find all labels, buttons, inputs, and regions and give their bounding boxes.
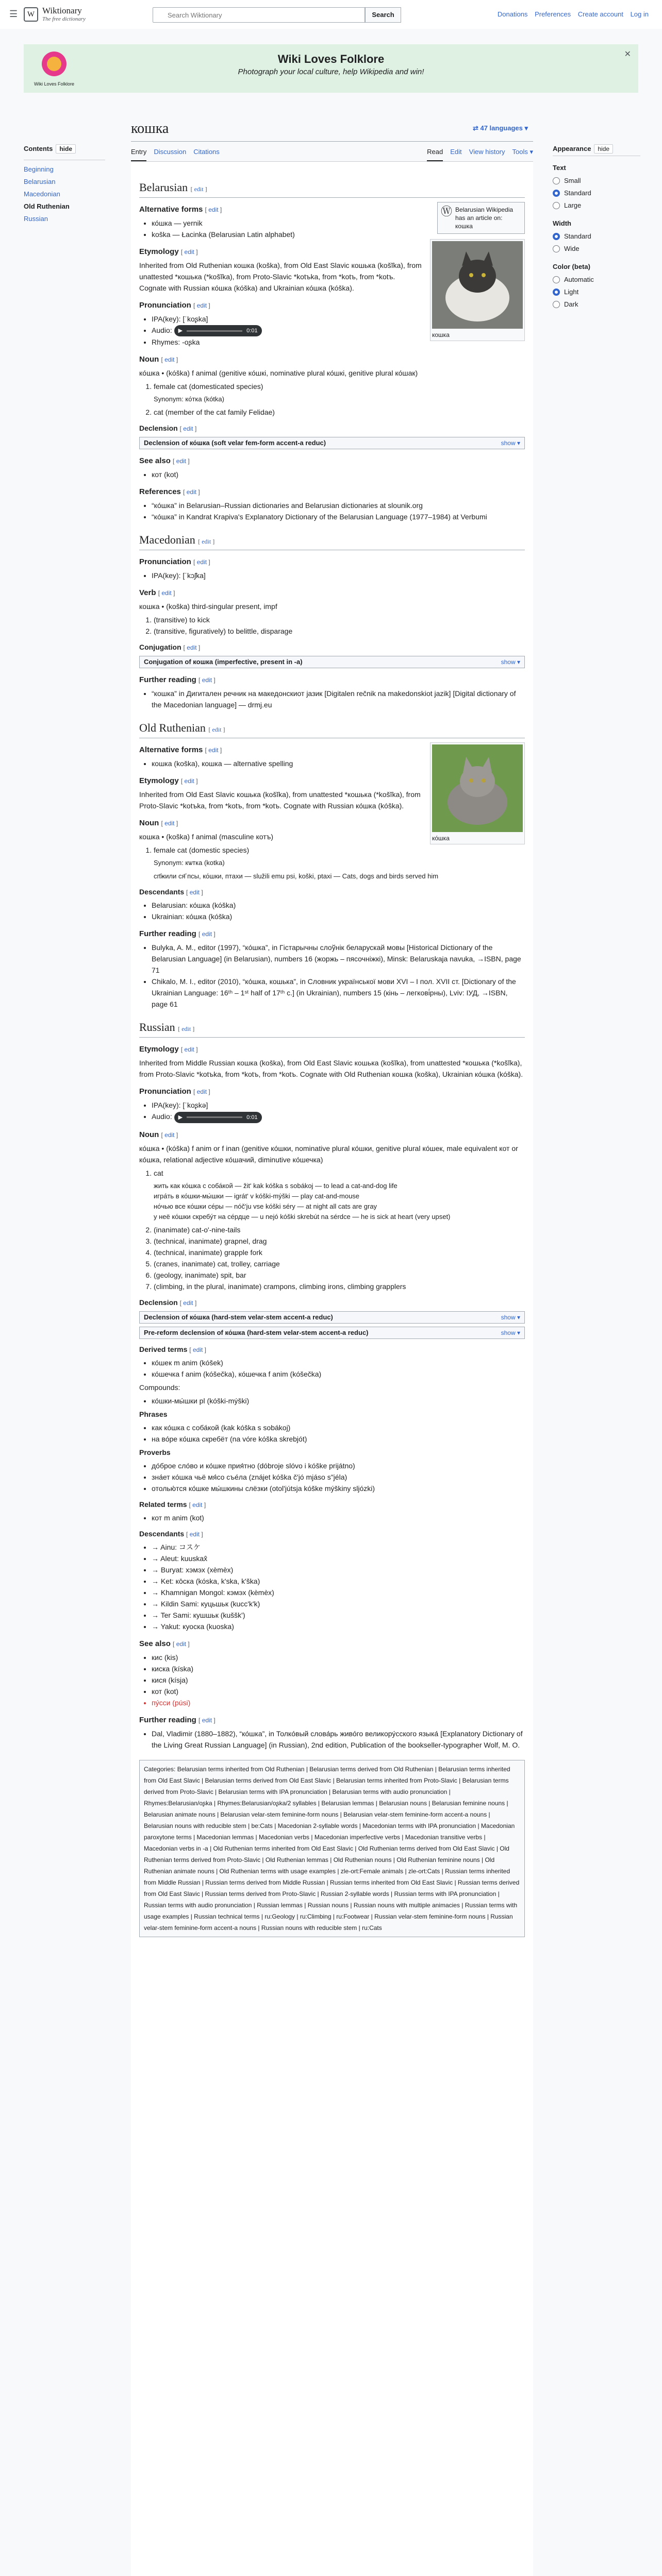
headword-line: кошка • (koška) third-singular present, impf xyxy=(139,602,277,611)
list-item: • зна́ет ко́шка чьё мя́со съе́ла (znájet kóška čʹjó mjáso sʺjéla) xyxy=(152,1471,525,1483)
play-icon[interactable]: ▶ xyxy=(178,1114,183,1121)
heading-noun: Noun [ edit ] xyxy=(139,1130,178,1139)
heading-declension: Declension [ edit ] xyxy=(139,1298,197,1307)
heading-see-also: See also [ edit ] xyxy=(139,1639,190,1648)
wikipedia-box[interactable]: Ⓦ Belarusian Wikipedia has an article on: кошка xyxy=(437,202,525,234)
banner-title: Wiki Loves Folklore xyxy=(277,53,385,65)
list-item: • → Yakut: куоска (kuoska) xyxy=(152,1621,525,1632)
create-account-link[interactable]: Create account xyxy=(577,10,623,18)
color-label: Color (beta) xyxy=(553,263,590,270)
audio-row: • Audio: ▶ 0:01 xyxy=(152,1111,525,1123)
reference: • Dal, Vladimir (1880–1882), “ко́шка”, in Толко́вый слова́рь живо́го великору́сского языка́ [Explanatory Dictionary of the Living Great Russian Language] (in Russian), 2nd edition, Publication of the bookseller-typographer Wolf, M. O. xyxy=(152,1728,525,1751)
tab-read[interactable]: Read xyxy=(427,144,443,161)
heading-further-reading: Further reading [ edit ] xyxy=(139,675,216,685)
heading-pronunciation: Pronunciation [ edit ] xyxy=(139,1087,210,1096)
tab-citations[interactable]: Citations xyxy=(193,148,220,156)
toc-hide-button[interactable]: hide xyxy=(56,144,76,154)
appearance-heading: Appearance xyxy=(553,145,591,152)
heading-further-reading: Further reading [ edit ] xyxy=(139,1715,216,1724)
heading-etymology: Etymology [ edit ] xyxy=(139,247,198,256)
width-label: Width xyxy=(553,219,571,227)
text-standard-option[interactable]: Standard xyxy=(553,187,640,199)
tab-discussion[interactable]: Discussion xyxy=(154,148,187,156)
sense: 2. (transitive, figuratively) to belittle, disparage xyxy=(154,625,525,637)
reference: • “ко́шка” in Kandrat Krapiva's Explanatory Dictionary of the Belarusian Language (1977–1984) at Verbumi xyxy=(152,511,525,522)
heading-noun: Noun [ edit ] xyxy=(139,819,178,828)
cat-photo-icon xyxy=(432,241,523,329)
donations-link[interactable]: Donations xyxy=(497,10,528,18)
usage-quote: сп҃жили ся҃ псы, ко́шки, птахи — služili emu psi, koški, ptaxi — Cats, dogs and birds served him xyxy=(154,872,439,880)
tab-entry[interactable]: Entry xyxy=(131,144,146,161)
sense: 3. (technical, inanimate) grapnel, drag xyxy=(154,1235,525,1247)
page-title: кошка xyxy=(131,120,533,142)
heading-pronunciation: Pronunciation [ edit ] xyxy=(139,301,210,310)
width-wide-option[interactable]: Wide xyxy=(553,243,640,255)
list-item[interactable]: • кися (kísja) xyxy=(152,1674,525,1686)
user-links xyxy=(492,10,649,19)
text-large-option[interactable]: Large xyxy=(553,199,640,212)
search-input[interactable] xyxy=(153,7,365,23)
edit-link[interactable]: edit xyxy=(194,185,204,193)
list-item: • → Ket: ко̄ска (kóska, k'ska, k'ška) xyxy=(152,1575,525,1587)
list-item: • ко́шек m anim (kóšek) xyxy=(152,1357,525,1368)
usage-quote: жить как ко́шка с соба́кой — žitʹ kak kóška s sobákoj — to lead a cat-and-dog life xyxy=(154,1181,398,1190)
heading-etymology: Etymology [ edit ] xyxy=(139,776,198,786)
page-tabs xyxy=(131,144,533,162)
heading-references: References [ edit ] xyxy=(139,487,200,497)
tab-view-history[interactable]: View history xyxy=(469,148,505,156)
heading-declension: Declension [ edit ] xyxy=(139,424,197,433)
heading-related-terms: Related terms [ edit ] xyxy=(139,1500,206,1509)
sense: 6. (geology, inanimate) spit, bar xyxy=(154,1269,525,1281)
main-content xyxy=(131,120,533,2576)
list-item: • Belarusian: ко́шка (kóška) xyxy=(152,900,525,911)
declension-table[interactable]: Declension of ко́шка (soft velar fem-form accent-a reduc) show ▾ xyxy=(139,437,525,449)
list-item: • → Buryat: хэмэх (xèmèx) xyxy=(152,1564,525,1575)
appearance-hide-button[interactable]: hide xyxy=(594,144,613,154)
proverbs-label: Proverbs xyxy=(139,1448,171,1456)
reference: • Bulyka, A. M., editor (1997), “ко́шка”, in Гістарычны слоўнік беларускай мовы [Historical Dictionary of the Belarusian Language] (in Belarusian), numbers 16 (жоржь – пясочніжкі), Minsk: Belaruskaja navuka, →ISBN, page 71 xyxy=(152,942,525,976)
usage-quote: у неё ко́шки скребу́т на се́рдце — u nejó kóški skrebút na sérdce — he is sick at heart (very upset) xyxy=(154,1212,451,1221)
list-item: • до́брое сло́во и ко́шке прия́тно (dóbroje slóvo i kóške prijátno) xyxy=(152,1460,525,1471)
list-item: • → Ter Sami: кушшьк (kušškʹ) xyxy=(152,1609,525,1621)
heading-descendants: Descendants [ edit ] xyxy=(139,1529,203,1538)
section-old-ruthenian: Old Ruthenian [ edit ] xyxy=(139,720,525,738)
image-caption: кошка xyxy=(432,331,450,338)
list-item: • отолью́тся ко́шке мы́шкины слёзки (otolʹjútsja kóške mýškiny sljózki) xyxy=(152,1483,525,1494)
list-item: • кот m anim (kot) xyxy=(152,1512,525,1523)
list-item[interactable]: • кот (kot) xyxy=(152,1686,525,1697)
list-item: • как ко́шка с соба́кой (kak kóška s sobákoj) xyxy=(152,1422,525,1433)
cat-image-thumb[interactable] xyxy=(430,239,525,341)
heading-alternative-forms: Alternative forms [ edit ] xyxy=(139,205,222,214)
heading-noun: Noun [ edit ] xyxy=(139,355,178,364)
heading-alternative-forms: Alternative forms [ edit ] xyxy=(139,745,222,755)
ipa: • IPA(key): [ˈkɔʃka] xyxy=(152,570,525,581)
campaign-banner[interactable] xyxy=(24,44,638,93)
etymology-text: Inherited from Old East Slavic кошька (košĭka), from unattested *кошька (*košĭka), from Proto-Slavic *kotъka, from *kotъ, from *kotъ. Cognate with Russian ко́шка (kóška). xyxy=(139,790,421,810)
toc-item-old-ruthenian[interactable]: Old Ruthenian xyxy=(24,202,70,210)
list-item: • koška — Łacinka (Belarusian Latin alphabet) xyxy=(152,229,525,240)
tab-edit[interactable]: Edit xyxy=(450,148,462,156)
language-selector[interactable]: ⇄ 47 languages ▾ xyxy=(472,124,528,132)
cat-image-thumb[interactable] xyxy=(430,742,525,844)
toc-item-beginning[interactable]: Beginning xyxy=(24,165,54,173)
usage-quote: но́чью все ко́шки се́ры — nóčʹju vse kóški séry — at night all cats are gray xyxy=(154,1202,377,1210)
ipa: • IPA(key): [ˈkoʂka] xyxy=(152,313,525,325)
synonym: Synonym: ко́тка (kótka) xyxy=(154,395,224,403)
sense: 1. cat xyxy=(154,1167,525,1179)
audio-player[interactable]: ▶ 0:01 xyxy=(174,325,262,336)
list-item: • ко́шка — yernik xyxy=(152,217,525,229)
image-caption: ко́шка xyxy=(432,835,450,842)
headword-line: ко́шка • (kóška) f anim or f inan (genitive ко́шки, nominative plural ко́шки, genitive plural ко́шек, male equivalent кот or ко́шка, relational adjective ко́шачий, diminutive ко́шечка) xyxy=(139,1144,518,1164)
sense: 1. female cat (domesticated species) xyxy=(154,381,525,392)
reference: • Chikalo, M. I., editor (2010), “ко́шка, кошька”, in Словник української мови XVI – I пол. XVII ст. [Dictionary of the Ukrainian Language: 16ᵗʰ – 1ˢᵗ half of 17ᵗʰ c.] (in Ukrainian), numbers 15 (кінь – легкові́рны), Lviv: ІУД, →ISBN, page 61 xyxy=(152,976,525,1010)
list-item: • ко́шечка f anim (kóšečka), ко́шечка f anim (kóšečka) xyxy=(152,1368,525,1380)
heading-etymology: Etymology [ edit ] xyxy=(139,1045,198,1054)
tab-tools[interactable]: Tools ▾ xyxy=(512,148,533,156)
appearance-panel xyxy=(553,144,640,311)
section-macedonian: Macedonian [ edit ] xyxy=(139,532,525,550)
list-item[interactable]: • кис (kis) xyxy=(152,1652,525,1663)
audio-player[interactable]: ▶ 0:01 xyxy=(174,1112,262,1123)
toc-heading: Contents xyxy=(24,145,53,152)
list-item: • Ukrainian: ко́шка (kóška) xyxy=(152,911,525,922)
wiktionary-logo-icon: W xyxy=(24,7,38,22)
headword-line: ко́шка • (kóška) f animal (genitive ко́шкі, nominative plural ко́шкі, genitive plural ко́шак) xyxy=(139,369,418,378)
svg-text:Wiki Loves Folklore: Wiki Loves Folklore xyxy=(34,81,75,87)
sense: 1. female cat (domestic species) xyxy=(154,844,525,856)
phrases-label: Phrases xyxy=(139,1410,168,1418)
heading-further-reading: Further reading [ edit ] xyxy=(139,929,216,939)
heading-verb: Verb [ edit ] xyxy=(139,588,175,598)
article-body xyxy=(131,162,533,2576)
wikipedia-icon: Ⓦ xyxy=(441,205,453,218)
sense: 7. (climbing, in the plural, inanimate) crampons, climbing irons, climbing grapplers xyxy=(154,1281,525,1292)
header xyxy=(0,0,662,29)
banner-subtitle: Photograph your local culture, help Wikipedia and win! xyxy=(238,67,424,76)
toc-item-russian[interactable]: Russian xyxy=(24,215,48,223)
synonym: Synonym: кѡтка (kotka) xyxy=(154,859,225,867)
section-russian: Russian [ edit ] xyxy=(139,1019,525,1038)
logo-title: Wiktionary xyxy=(42,6,82,15)
text-small-option[interactable]: Small xyxy=(553,175,640,187)
cat-photo-icon xyxy=(432,744,523,832)
color-dark-option[interactable]: Dark xyxy=(553,298,640,311)
conjugation-table[interactable]: Conjugation of кошка (imperfective, present in -а) show ▾ xyxy=(139,656,525,668)
categories-box[interactable]: Categories: Belarusian terms inherited from Old Ruthenian | Belarusian terms derived from Old Ruthenian | Belarusian terms inherited from Old East Slavic | Belarusian terms derived from Old East Slavic | Belarusian terms inherited from Proto-Slavic | Belarusian terms derived from Proto-Slavic | Belarusian terms with IPA pronunciation | Belarusian terms with audio pronunciation | Rhymes:Belarusian/oʂka | Rhymes:Belarusian/oʂka/2 syllables | Belarusian lemmas | Belarusian nouns | Belarusian feminine nouns | Belarusian animate nouns | Belarusian velar-stem feminine-form nouns | Belarusian velar-stem feminine-form accent-a nouns | Belarusian nouns with reducible stem | be:Cats | Macedonian 2-syllable words | Macedonian terms with IPA pronunciation | Macedonian paroxytone terms | Macedonian lemmas | Macedonian verbs | Macedonian imperfective verbs | Macedonian transitive verbs | Macedonian verbs in -а | Old Ruthenian terms inherited from Old East Slavic | Old Ruthenian terms derived from Old East Slavic | Old Ruthenian terms derived from Proto-Slavic | Old Ruthenian lemmas | Old Ruthenian nouns | Old Ruthenian feminine nouns | Old Ruthenian animate nouns | Old Ruthenian terms with usage examples | zle-ort:Female animals | zle-ort:Cats | Russian terms inherited from Middle Russian | Russian terms derived from Middle Russian | Russian terms inherited from Old East Slavic | Russian terms derived from Old East Slavic | Russian terms derived from Proto-Slavic | Russian 2-syllable words | Russian terms with IPA pronunciation | Russian terms with audio pronunciation | Russian lemmas | Russian nouns | Russian nouns with multiple animacies | Russian terms with usage examples | Russian technical terms | ru:Geology | ru:Climbing | ru:Footwear | Russian velar-stem feminine-form nouns | Russian velar-stem feminine-form accent-a nouns | Russian nouns with reducible stem | ru:Cats xyxy=(139,1760,525,1937)
play-icon[interactable]: ▶ xyxy=(178,328,183,334)
reference: • “кошка” in Дигитален речник на македонскиот јазик [Digitalen rečnik na makedonskiot jazik] [Digital dictionary of the Macedonian language] — drmj.eu xyxy=(152,688,525,710)
sense: 1. (transitive) to kick xyxy=(154,614,525,625)
list-item[interactable]: • пу́сси (púsi) xyxy=(152,1697,525,1708)
search-button[interactable]: Search xyxy=(365,7,401,23)
menu-icon[interactable]: ☰ xyxy=(9,9,18,19)
logo-subtitle: The free dictionary xyxy=(42,16,86,22)
list-item[interactable]: • кот (kot) xyxy=(152,469,525,480)
list-item[interactable]: • киска (kíska) xyxy=(152,1663,525,1674)
close-icon[interactable]: ✕ xyxy=(624,50,631,59)
toc-item-belarusian[interactable]: Belarusian xyxy=(24,178,56,185)
audio-row: • Audio: ▶ 0:01 xyxy=(152,325,525,336)
color-light-option[interactable]: Light xyxy=(553,286,640,298)
reference: • “ко́шка” in Belarusian–Russian dictionaries and Belarusian dictionaries at slounik.org xyxy=(152,500,525,511)
list-item: • → Kildin Sami: куцьшьк (kucc'k'k) xyxy=(152,1598,525,1609)
etymology-text: Inherited from Old Ruthenian кошка (koška), from Old East Slavic кошька (košĭka), from unattested *кошька (*košĭka), from Proto-Slavic *kotъka, from *kotъ, from *kotъ. Cognate with Russian ко́шка (kóška) and Ukrainian ко́шка (kóška). xyxy=(139,261,422,292)
sense: 5. (cranes, inanimate) cat, trolley, carriage xyxy=(154,1258,525,1269)
login-link[interactable]: Log in xyxy=(630,10,649,18)
section-belarusian: Belarusian [ edit ] xyxy=(139,179,525,198)
site-logo[interactable] xyxy=(24,6,106,24)
heading-descendants: Descendants [ edit ] xyxy=(139,888,203,896)
heading-derived-terms: Derived terms [ edit ] xyxy=(139,1345,206,1353)
ipa: • IPA(key): [ˈkoʂkə] xyxy=(152,1099,525,1111)
list-item: • кошка (koška), кошка — alternative spelling xyxy=(152,758,525,769)
heading-pronunciation: Pronunciation [ edit ] xyxy=(139,557,210,567)
table-of-contents xyxy=(24,144,105,225)
text-size-label: Text xyxy=(553,164,566,172)
heading-conjugation: Conjugation [ edit ] xyxy=(139,643,201,652)
pre-reform-declension-table[interactable]: Pre-reform declension of ко́шка (hard-stem velar-stem accent-a reduc) show ▾ xyxy=(139,1327,525,1339)
list-item: • на во́ре ко́шка скребёт (na vóre kóška skrebjót) xyxy=(152,1433,525,1445)
sense: 2. cat (member of the cat family Felidae) xyxy=(154,406,525,418)
preferences-link[interactable]: Preferences xyxy=(535,10,571,18)
sense: 2. (inanimate) cat-o'-nine-tails xyxy=(154,1224,525,1235)
sense: 4. (technical, inanimate) grapple fork xyxy=(154,1247,525,1258)
usage-quote: игра́ть в ко́шки-мы́шки — igrátʹ v kóški-mýški — play cat-and-mouse xyxy=(154,1192,360,1200)
headword-line: кошка • (koška) f animal (masculine котъ) xyxy=(139,833,274,841)
rhymes: • Rhymes: -oʂka xyxy=(152,336,525,348)
list-item: • ко́шки-мы́шки pl (kóški-mýški) xyxy=(152,1395,525,1406)
color-automatic-option[interactable]: Automatic xyxy=(553,274,640,286)
list-item: • → Aleut: kuuskax̂ xyxy=(152,1553,525,1564)
list-item: • → Khamnigan Mongol: кэмэх (kèmèx) xyxy=(152,1587,525,1598)
compounds-label: Compounds: xyxy=(139,1383,180,1392)
etymology-text: Inherited from Middle Russian кошка (koška), from Old East Slavic кошька (košĭka), from unattested *кошька (*košĭka), from Proto-Slavic *kotъka, from *kotъ, from *kotъ. Cognate with Old Ruthenian кошка (koška), Ukrainian ко́шка (kóška). xyxy=(139,1059,523,1079)
declension-table[interactable]: Declension of ко́шка (hard-stem velar-stem accent-a reduc) show ▾ xyxy=(139,1311,525,1324)
list-item: • → Ainu: コスケ xyxy=(152,1541,525,1553)
width-standard-option[interactable]: Standard xyxy=(553,230,640,243)
toc-item-macedonian[interactable]: Macedonian xyxy=(24,190,60,198)
heading-see-also: See also [ edit ] xyxy=(139,456,190,466)
